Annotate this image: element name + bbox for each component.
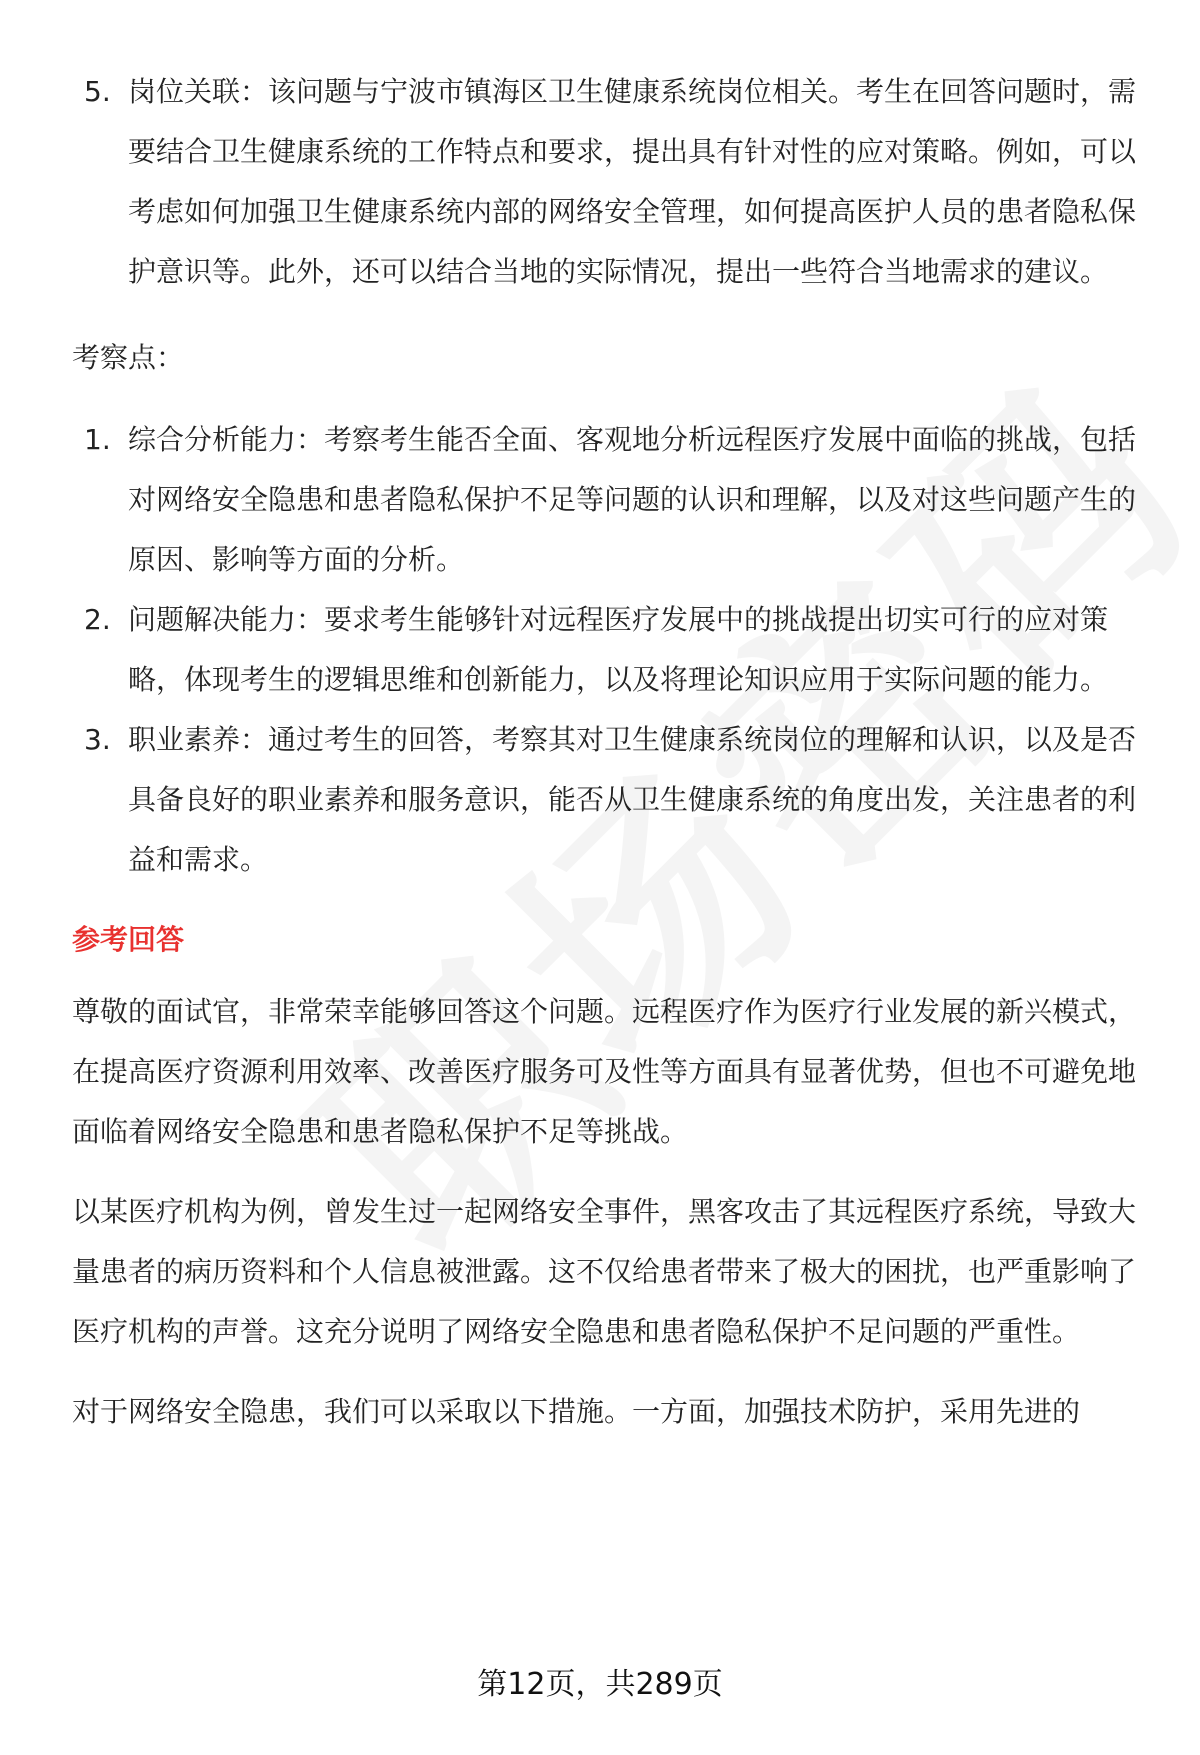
list-item xyxy=(72,710,1142,890)
list-item-number: 1. xyxy=(84,423,111,456)
list-item-number: 5. xyxy=(84,75,111,108)
answer-paragraph: 对于网络安全隐患，我们可以采取以下措施。一方面，加强技术防护，采用先进的 xyxy=(72,1395,1081,1428)
examination-points-label: 考察点： xyxy=(72,341,185,374)
list-item-number: 2. xyxy=(84,603,111,636)
list-item-text: 问题解决能力：要求考生能够针对远程医疗发展中的挑战提出切实可行的应对策略，体现考生的逻辑思维和创新能力，以及将理论知识应用于实际问题的能力。 xyxy=(128,603,1109,696)
list-item-text: 综合分析能力：考察考生能否全面、客观地分析远程医疗发展中面临的挑战，包括对网络安全隐患和患者隐私保护不足等问题的认识和理解，以及对这些问题产生的原因、影响等方面的分析。 xyxy=(128,423,1137,576)
page-number-footer: 第12页，共289页 xyxy=(477,1667,723,1702)
page-content xyxy=(72,62,1142,1462)
list-item-text: 职业素养：通过考生的回答，考察其对卫生健康系统岗位的理解和认识，以及是否具备良好的职业素养和服务意识，能否从卫生健康系统的角度出发，关注患者的利益和需求。 xyxy=(128,723,1137,876)
list-item-number: 3. xyxy=(84,723,111,756)
list-item xyxy=(72,410,1142,590)
reference-answer-heading: 参考回答 xyxy=(72,923,185,956)
list-item xyxy=(72,590,1142,710)
answer-paragraph: 以某医疗机构为例，曾发生过一起网络安全事件，黑客攻击了其远程医疗系统，导致大量患者的病历资料和个人信息被泄露。这不仅给患者带来了极大的困扰，也严重影响了医疗机构的声誉。这充分说明了网络安全隐患和患者隐私保护不足问题的严重性。 xyxy=(72,1195,1137,1348)
answer-paragraph: 尊敬的面试官，非常荣幸能够回答这个问题。远程医疗作为医疗行业发展的新兴模式，在提高医疗资源利用效率、改善医疗服务可及性等方面具有显著优势，但也不可避免地面临着网络安全隐患和患者隐私保护不足等挑战。 xyxy=(72,995,1137,1148)
list-item xyxy=(72,62,1142,302)
list-item-text: 岗位关联：该问题与宁波市镇海区卫生健康系统岗位相关。考生在回答问题时，需要结合卫生健康系统的工作特点和要求，提出具有针对性的应对策略。例如，可以考虑如何加强卫生健康系统内部的网络安全管理，如何提高医护人员的患者隐私保护意识等。此外，还可以结合当地的实际情况，提出一些符合当地需求的建议。 xyxy=(128,75,1137,288)
